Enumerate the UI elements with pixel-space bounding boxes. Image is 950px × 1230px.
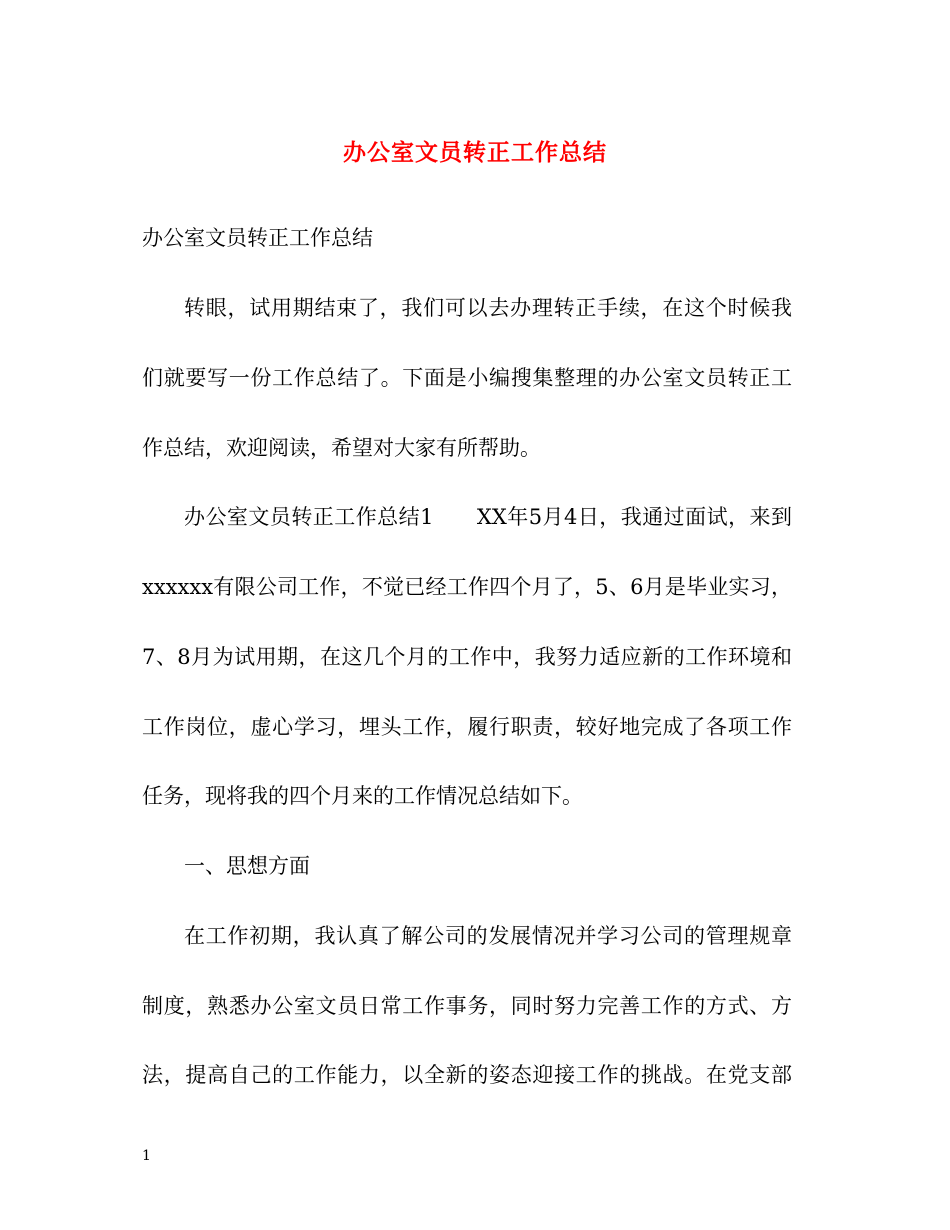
- subtitle-line: 办公室文员转正工作总结: [142, 226, 373, 250]
- paragraph-line: xxxxxx有限公司工作，不觉已经工作四个月了，5、6月是毕业实习，: [142, 575, 792, 599]
- page-number: 1: [142, 1148, 151, 1164]
- paragraph-line: 们就要写一份工作总结了。下面是小编搜集整理的办公室文员转正工: [142, 366, 792, 390]
- paragraph-line: 任务，现将我的四个月来的工作情况总结如下。: [142, 784, 583, 808]
- section-heading: 一、思想方面: [184, 854, 310, 878]
- paragraph-line: 办公室文员转正工作总结1 XX年5月4日，我通过面试，来到: [184, 505, 792, 529]
- paragraph-line: 法，提高自己的工作能力，以全新的姿态迎接工作的挑战。在党支部: [142, 1063, 792, 1087]
- paragraph-line: 7、8月为试用期，在这几个月的工作中，我努力适应新的工作环境和: [142, 645, 792, 669]
- paragraph-line: 工作岗位，虚心学习，埋头工作，履行职责，较好地完成了各项工作: [142, 715, 792, 739]
- paragraph-line: 制度，熟悉办公室文员日常工作事务，同时努力完善工作的方式、方: [142, 994, 792, 1018]
- paragraph-line: 转眼，试用期结束了，我们可以去办理转正手续，在这个时候我: [184, 296, 792, 320]
- paragraph-line: 在工作初期，我认真了解公司的发展情况并学习公司的管理规章: [184, 924, 792, 948]
- paragraph-line: 作总结，欢迎阅读，希望对大家有所帮助。: [142, 436, 541, 460]
- document-title: 办公室文员转正工作总结: [343, 139, 607, 166]
